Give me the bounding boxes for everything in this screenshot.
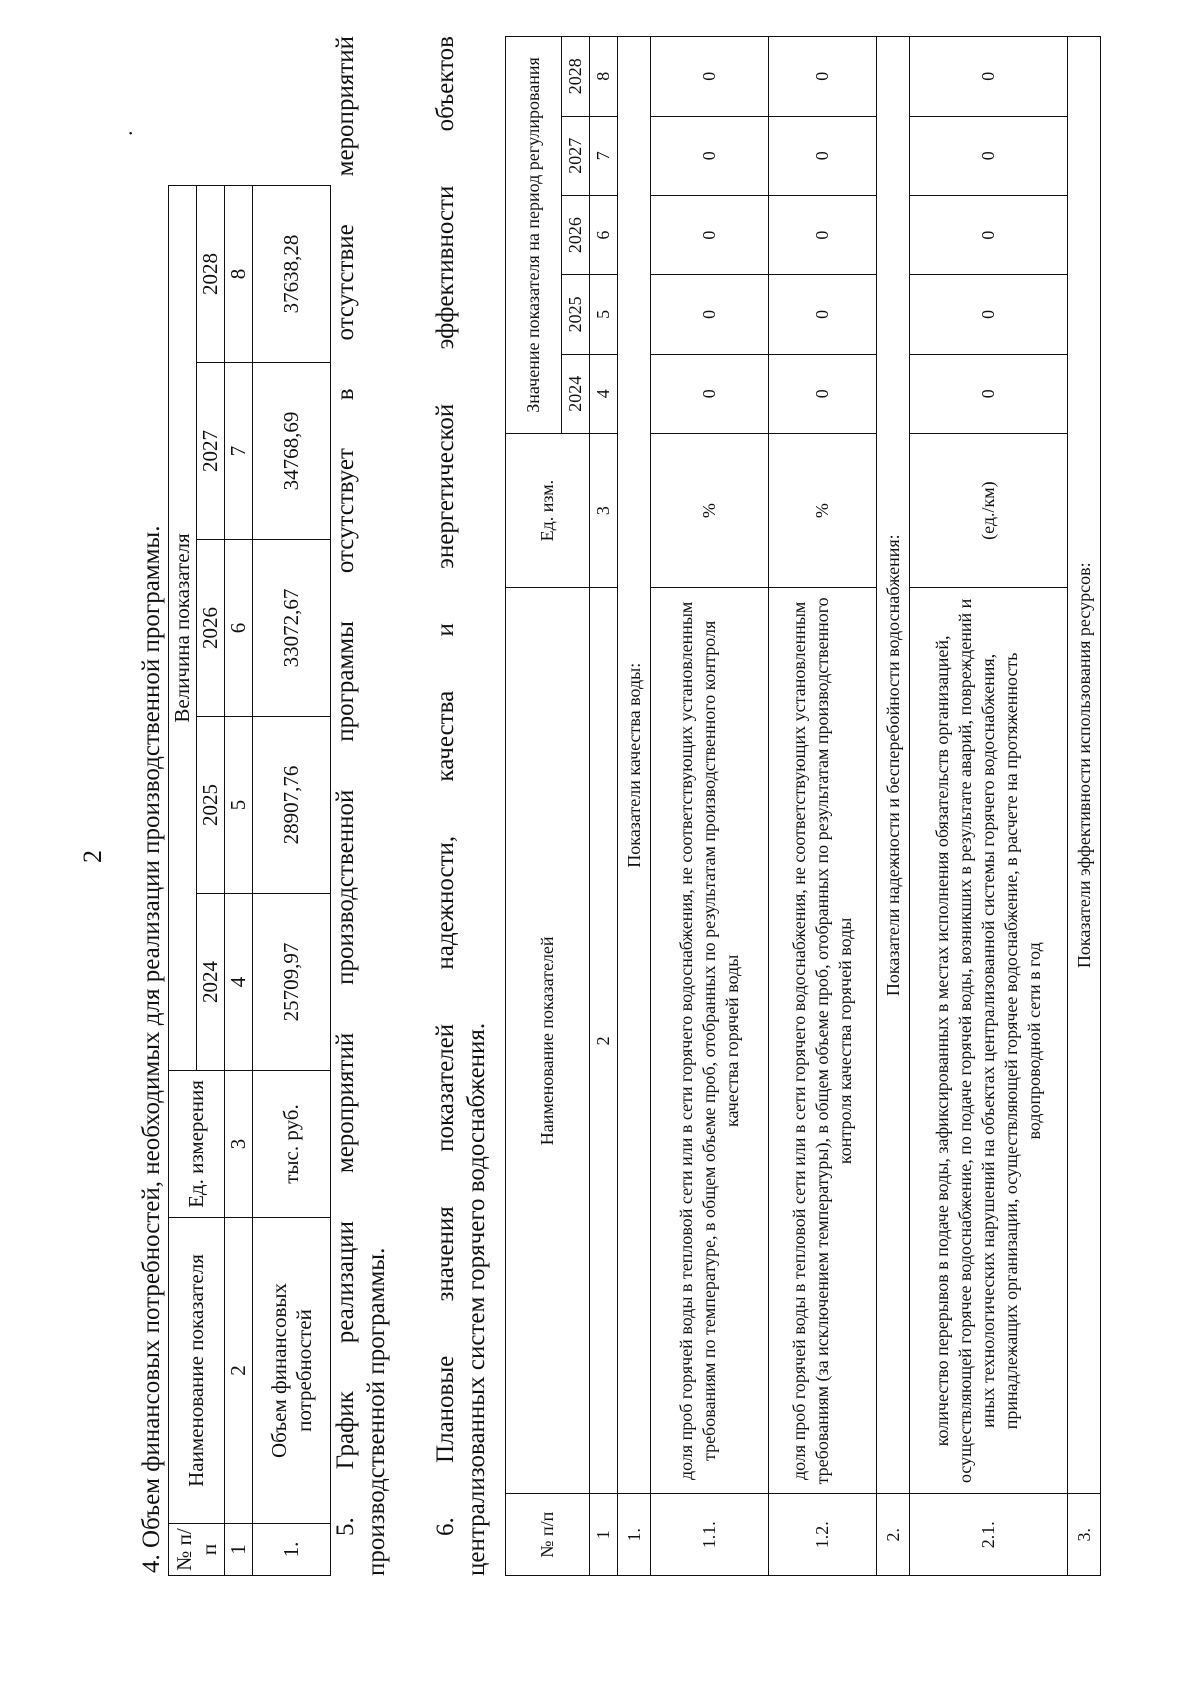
- row-name: доля проб горячей воды в тепловой сети или в сети горячего водоснабжения, не соответствующих установленным требованиям (за исключением температуры), в общем объеме проб, отобранных по результатам производственного контроля качества горячей воды: [769, 588, 877, 1494]
- header-name: Наименование показателя: [169, 1218, 225, 1524]
- section-6-line2: централизованных систем горячего водоснабжения.: [463, 1022, 490, 1576]
- col-number: 6: [225, 540, 253, 717]
- header-year: 2026: [197, 540, 225, 717]
- page-number: 2: [78, 850, 107, 863]
- section-title: Показатели надежности и бесперебойности водоснабжения:: [877, 37, 910, 1494]
- row-value: 0: [769, 116, 877, 195]
- header-num: № п/п: [169, 1524, 225, 1576]
- header-year: 2026: [562, 195, 590, 274]
- header-num: № п/п: [506, 1494, 590, 1576]
- row-value: 33072,67: [253, 540, 331, 717]
- section-5-line1: 5. График реализации мероприятий производственной программы отсутствует в отсутствие мероприятий: [332, 36, 359, 1536]
- row-value: 0: [910, 116, 1068, 195]
- col-number: 8: [590, 37, 618, 117]
- table-header-row: [506, 37, 562, 1576]
- row-value: 0: [769, 275, 877, 354]
- col-number: 7: [590, 116, 618, 195]
- section-4-title: 4. Объем финансовых потребностей, необходимых для реализации производственной программы.: [138, 525, 165, 1573]
- col-number: 7: [225, 363, 253, 540]
- section-row: [1068, 37, 1101, 1576]
- row-value: 0: [769, 195, 877, 274]
- column-number-row: [590, 37, 618, 1576]
- row-value: 0: [910, 354, 1068, 433]
- row-value: 0: [910, 195, 1068, 274]
- header-year: 2028: [562, 37, 590, 117]
- row-value: 0: [651, 116, 769, 195]
- section-title: Показатели качества воды:: [618, 37, 651, 1494]
- row-value: 34768,69: [253, 363, 331, 540]
- row-unit: %: [769, 433, 877, 587]
- header-year: 2025: [197, 717, 225, 894]
- section-row: [877, 37, 910, 1576]
- table-row: [253, 185, 331, 1575]
- row-num: 1.2.: [769, 1494, 877, 1576]
- col-number: 6: [590, 195, 618, 274]
- row-value: 0: [651, 37, 769, 117]
- row-name: доля проб горячей воды в тепловой сети или в сети горячего водоснабжения, не соответствующих установленным требованиям по температуре, в общем объеме проб, отобранных по результатам производственного контроля качества горячей воды: [651, 588, 769, 1494]
- col-number: 4: [225, 894, 253, 1071]
- table-row: [910, 37, 1068, 1576]
- section-5-line2: производственной программы.: [363, 1247, 390, 1576]
- header-group: Величина показателя: [169, 185, 197, 1070]
- row-num: 1.1.: [651, 1494, 769, 1576]
- col-number: 1: [590, 1494, 618, 1576]
- table-row: [769, 37, 877, 1576]
- row-value: 0: [910, 275, 1068, 354]
- col-number: 4: [590, 354, 618, 433]
- header-year: 2027: [562, 116, 590, 195]
- row-value: 0: [651, 354, 769, 433]
- section-title: Показатели эффективности использования ресурсов:: [1068, 37, 1101, 1494]
- header-year: 2025: [562, 275, 590, 354]
- row-value: 0: [769, 37, 877, 117]
- row-value: 0: [651, 275, 769, 354]
- row-value: 0: [651, 195, 769, 274]
- row-value: 37638,28: [253, 185, 331, 362]
- header-year: 2024: [197, 894, 225, 1071]
- section-num: 3.: [1068, 1494, 1101, 1576]
- col-number: 2: [590, 588, 618, 1494]
- col-number: 8: [225, 185, 253, 362]
- row-num: 1.: [253, 1524, 331, 1576]
- row-value: 0: [769, 354, 877, 433]
- table-row: [651, 37, 769, 1576]
- row-value: 0: [910, 37, 1068, 117]
- col-number: 3: [590, 433, 618, 587]
- section-num: 1.: [618, 1494, 651, 1576]
- quality-indicators-table: [505, 36, 1101, 1576]
- header-group: Значение показателя на период регулирования: [506, 37, 562, 434]
- col-number: 3: [225, 1071, 253, 1218]
- col-number: 5: [225, 717, 253, 894]
- col-number: 5: [590, 275, 618, 354]
- header-year: 2028: [197, 185, 225, 362]
- row-value: 25709,97: [253, 894, 331, 1071]
- section-num: 2.: [877, 1494, 910, 1576]
- header-year: 2024: [562, 354, 590, 433]
- row-num: 2.1.: [910, 1494, 1068, 1576]
- row-unit: %: [651, 433, 769, 587]
- header-name: Наименование показателей: [506, 588, 590, 1494]
- stray-mark: .: [112, 130, 137, 136]
- col-number: 2: [225, 1218, 253, 1524]
- row-name: количество перерывов в подаче воды, зафиксированных в местах исполнения обязательств организацией, осуществляющей горячее водоснабжение, по подаче горячей воды, возникших в результате аварий, повреждений и иных технологических нарушений на объектах централизованной системы горячего водоснабжения, принадлежащих организации, осуществляющей горячее водоснабжение, в расчете на протяженность водопроводной сети в год: [910, 588, 1068, 1494]
- header-unit: Ед. изм.: [506, 433, 590, 587]
- row-unit: тыс. руб.: [253, 1071, 331, 1218]
- column-number-row: [225, 185, 253, 1575]
- row-name: Объем финансовых потребностей: [253, 1218, 331, 1524]
- header-year: 2027: [197, 363, 225, 540]
- col-number: 1: [225, 1524, 253, 1576]
- financial-needs-table: [168, 185, 331, 1576]
- row-unit: (ед./км): [910, 433, 1068, 587]
- section-row: [618, 37, 651, 1576]
- section-6-line1: 6. Плановые значения показателей надежности, качества и энергетической эффективности объектов: [432, 36, 459, 1536]
- row-value: 28907,76: [253, 717, 331, 894]
- header-unit: Ед. измерения: [169, 1071, 225, 1218]
- table-header-row: [169, 185, 197, 1575]
